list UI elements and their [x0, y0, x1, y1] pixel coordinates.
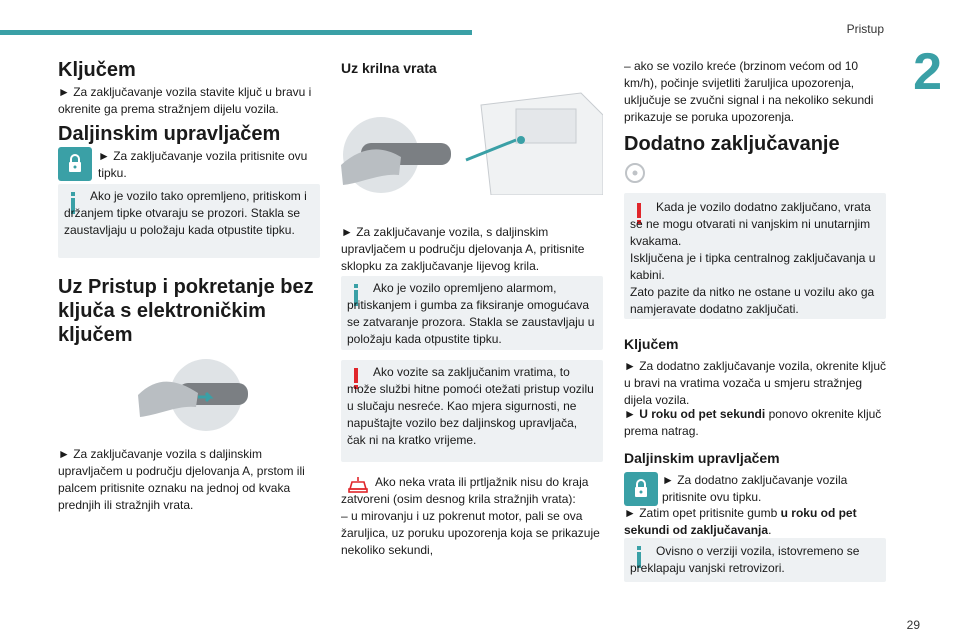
steering-wheel-icon: [624, 162, 646, 184]
info-text-1: Ako je vozilo tako opremljeno, pritiskom i držanjem tipke otvaraju se prozori. Stakla se zaustavljaju u položaju kada otpustite tipku.: [64, 189, 307, 237]
warning-text-1: Ako vozite sa zaključanim vratima, to može službi hitne pomoći otežati pristup vozilu u slučaju nesreće. Kao mjera sigurnosti, ne napuštajte vozilo bez daljinskog upravljača, čak ni na kratko vrijeme.: [347, 365, 594, 447]
chapter-number: 2: [913, 43, 942, 101]
info-box-3: [624, 538, 886, 582]
info-box-1: [58, 184, 320, 258]
para-daljinskim-2b-bold: u roku od pet sekundi od zaključavanja: [624, 506, 857, 537]
section-title: Pristup: [846, 22, 884, 36]
heading-pristup: Uz Pristup i pokretanje bez ključa s elektroničkim ključem: [58, 276, 314, 346]
lock-button-icon: [624, 472, 658, 506]
para-krilna: ► Za zaključavanje vozila, s daljinskim upravljačem u području djelovanja A, pritisnite sklopku za zaključavanje lijevog krila.: [341, 225, 585, 273]
warning-box-1: [341, 360, 603, 462]
para-kljucem-2a: ► Za dodatno zaključavanje vozila, okrenite ključ u bravi na vratima vozača u smjeru stražnjeg dijela vozila.: [624, 359, 887, 407]
warning-box-2: [624, 193, 886, 319]
key-fob-illustration-1: [118, 355, 268, 435]
para-alert: Ako neka vrata ili prtljažnik nisu do kraja zatvoreni (osim desnog krila stražnjih vrata): – u mirovanju i uz pokrenut motor, pali se ova žaruljica, uz poruku upozorenja koja se prikazuje nekoliko sekundi,: [341, 475, 600, 557]
heading-daljinskim-2: Daljinskim upravljačem: [624, 450, 780, 466]
warning-text-2: Kada je vozilo dodatno zaključano, vrata se ne mogu otvarati ni vanjskim ni unutarnjim kvakama. Isključena je i tipka centralnog zaključavanja u kabini. Zato pazite da nitko ne ostane u vozilu ako ga namjeravate dodatno zaključati.: [630, 200, 876, 316]
heading-kljucem-2: Ključem: [624, 336, 679, 352]
info-text-2: Ako je vozilo opremljeno alarmom, pritiskanjem i gumba za fiksiranje omogućava se zatvaranje prozora. Stakla se zaustavljaju u položaju kada otpustite tipku.: [347, 281, 595, 346]
van-door-illustration: [341, 85, 603, 195]
header-accent-bar: [0, 30, 472, 35]
para-kljucem-2b-bold: ► U roku od pet sekundi: [624, 407, 766, 421]
para-kljucem-2b: [624, 406, 886, 440]
para-kljucem: ► Za zaključavanje vozila stavite ključ u bravu i okrenite ga prema stražnjem dijelu vozila.: [58, 85, 312, 116]
para-kljucem-2b-rest: ponovo okrenite ključ prema natrag.: [624, 407, 882, 438]
heading-dodatno: Dodatno zaključavanje: [624, 133, 840, 155]
heading-krilna: Uz krilna vrata: [341, 60, 437, 76]
para-continued: – ako se vozilo kreće (brzinom većom od 10 km/h), počinje svijetliti žaruljica upozorenja, uključuje se zvučni signal i na nekoliko sekundi prikazuje se poruka upozorenja.: [624, 59, 874, 124]
para-daljinskim-2a: ► Za dodatno zaključavanje vozila pritisnite ovu tipku.: [662, 473, 848, 504]
para-daljinskim-2b: [624, 505, 886, 539]
heading-daljinskim: Daljinskim upravljačem: [58, 123, 281, 145]
para-daljinskim-2b-pre: ► Zatim opet pritisnite gumb: [624, 506, 781, 520]
para-daljinskim-2b-post: .: [768, 523, 772, 537]
para-daljinskim: ► Za zaključavanje vozila pritisnite ovu tipku.: [98, 149, 308, 180]
heading-kljucem: Ključem: [58, 59, 136, 81]
para-pristup: ► Za zaključavanje vozila s daljinskim upravljačem u području djelovanja A, prstom ili palcem pritisnite oznaku na jednoj od kvaka prednjih ili stražnjih vrata.: [58, 447, 305, 512]
lock-button-icon: [58, 147, 92, 181]
info-text-3: Ovisno o verziji vozila, istovremeno se preklapaju vanjski retrovizori.: [630, 544, 860, 575]
info-box-2: [341, 276, 603, 350]
page-number: 29: [906, 618, 920, 632]
